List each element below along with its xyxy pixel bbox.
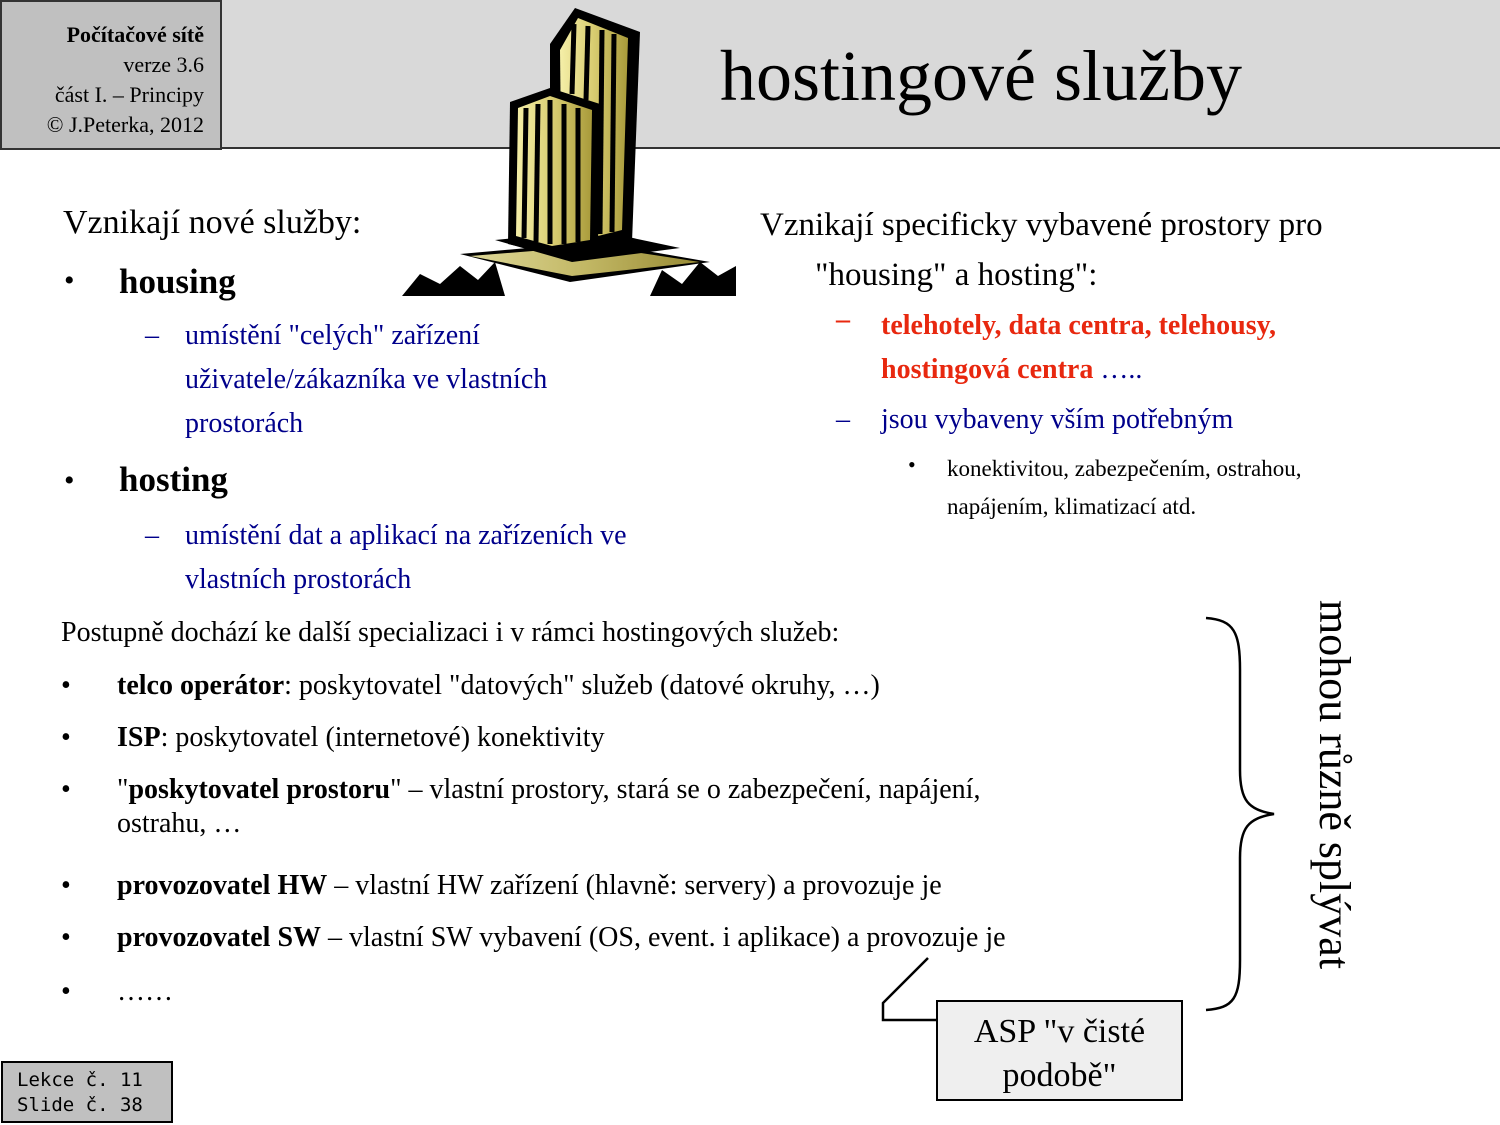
lecture-number: Lekce č. 11 (17, 1069, 143, 1091)
right-brace (1190, 610, 1280, 1020)
right-intro (760, 200, 1323, 300)
data-centers-line1: telehotely, data centra, telehousy, (881, 310, 1277, 341)
item-text: – vlastní SW vybavení (OS, event. i aplikace) a provozuje je (321, 922, 1006, 953)
housing-desc (185, 314, 547, 446)
item-text: – vlastní HW zařízení (hlavně: servery) a provozuje je (327, 870, 942, 901)
bullet-dot: • (61, 670, 71, 701)
asp-line2: podobě" (1002, 1057, 1117, 1094)
list-item: …… (117, 976, 173, 1007)
course-name: Počítačové sítě (66, 22, 204, 47)
list-item (117, 869, 942, 903)
dash: – (145, 320, 159, 351)
dash: – (145, 520, 159, 551)
list-item (117, 721, 605, 755)
housing-desc-line: umístění "celých" zařízení (185, 320, 480, 351)
list-item (117, 773, 980, 841)
bullet-dot: • (61, 922, 71, 953)
list-item (117, 669, 880, 703)
bullet-dot: • (61, 870, 71, 901)
data-centers-line2: hostingová centra (881, 354, 1094, 385)
item-text-cont: ostrahu, … (117, 808, 242, 839)
left-intro: Vznikají nové služby: (63, 204, 362, 241)
course-part: část I. – Principy (54, 82, 204, 107)
dash: – (836, 304, 850, 335)
bullet-dot: • (61, 976, 71, 1007)
hosting-desc-line: umístění dat a aplikací na zařízeních ve (185, 520, 627, 551)
item-bold: provozovatel SW (117, 922, 322, 953)
item-prefix: " (117, 774, 129, 805)
slide-title: hostingové služby (720, 36, 1242, 116)
course-copyright: © J.Peterka, 2012 (46, 112, 204, 137)
list-item (117, 921, 1006, 955)
item-text: : poskytovatel (internetové) konektivity (160, 722, 605, 753)
bullet-dot: • (61, 774, 71, 805)
item-text: : poskytovatel "datových" služeb (datové okruhy, …) (284, 670, 880, 701)
office-building-icon (400, 4, 738, 298)
housing-desc-line: uživatele/zákazníka ve vlastních (185, 364, 548, 395)
hosting-desc-line: vlastních prostorách (185, 564, 412, 595)
hosting-label: hosting (119, 460, 228, 499)
equip-detail-line1: konektivitou, zabezpečením, ostrahou, (947, 456, 1302, 481)
bullet-dot: • (64, 464, 75, 497)
slide-number: Slide č. 38 (17, 1094, 143, 1116)
ellipsis: ….. (1093, 354, 1143, 385)
item-text: " – vlastní prostory, stará se o zabezpečení, napájení, (390, 774, 981, 805)
hosting-desc (185, 514, 627, 602)
bullet-dot: • (64, 264, 75, 297)
data-centers-list (881, 304, 1276, 392)
equip-detail (947, 450, 1301, 526)
equipped-text: jsou vybaveny vším potřebným (881, 404, 1234, 435)
side-note-text: mohou různě splývat (1310, 600, 1359, 970)
right-intro-line1: Vznikají specificky vybavené prostory pro (760, 207, 1323, 243)
bullet-dot: • (908, 452, 916, 477)
right-intro-line2: "housing" a hosting": (815, 257, 1098, 293)
slide-counter (1, 1061, 173, 1123)
callout-pointer (875, 955, 945, 1025)
housing-label: housing (119, 262, 236, 301)
equip-detail-line2: napájením, klimatizací atd. (947, 494, 1197, 519)
item-bold: poskytovatel prostoru (128, 774, 391, 805)
specialization-intro: Postupně dochází ke další specializaci i v rámci hostingových služeb: (61, 617, 840, 648)
item-bold: provozovatel HW (117, 870, 328, 901)
item-bold: ISP (117, 722, 161, 753)
item-bold: telco operátor (117, 670, 285, 701)
dash: – (836, 404, 850, 435)
asp-line1: ASP "v čisté (973, 1013, 1146, 1050)
side-note (1312, 600, 1362, 1020)
course-info-box (0, 0, 222, 150)
housing-desc-line: prostorách (185, 408, 304, 439)
course-version: verze 3.6 (123, 52, 204, 77)
bullet-dot: • (61, 722, 71, 753)
asp-callout-box (936, 1000, 1183, 1101)
